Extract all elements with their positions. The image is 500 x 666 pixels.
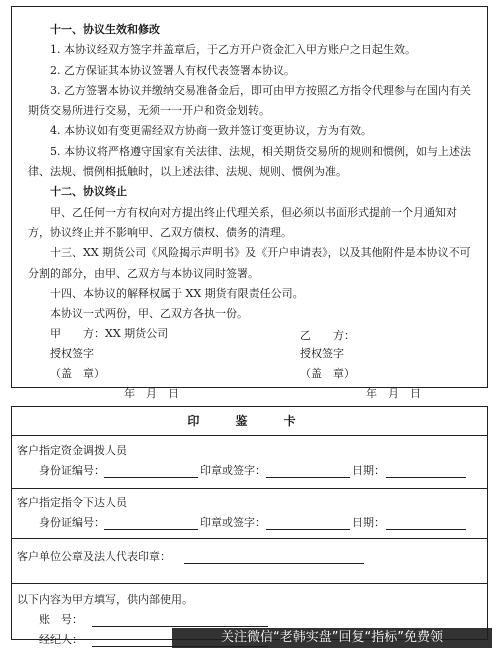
- corp-seal-section: [12, 547, 487, 584]
- section-12-title: 十二、协议终止: [50, 185, 127, 199]
- clause-11-3: 3. 乙方签署本协议并缴纳交易准备金后，即可由甲方按照乙方指令代理参与在国内有关期货交易所进行交易，无须一一开户和资金划转。: [28, 83, 471, 118]
- broker-label: 经纪人：: [39, 633, 83, 646]
- fund-person-label: 客户指定资金调拨人员: [17, 444, 127, 457]
- fund-id-label: 身份证编号：: [39, 464, 105, 477]
- clause-11-2: 2. 乙方保证其本协议签署人有权代表签署本协议。: [50, 63, 295, 77]
- party-b-date: 年 月 日: [366, 387, 421, 401]
- order-id-label: 身份证编号：: [39, 516, 105, 529]
- seal-card: [11, 406, 488, 646]
- party-a-date: 年 月 日: [124, 387, 179, 401]
- agreement-box: [11, 6, 488, 401]
- internal-note: 以下内容为甲方填写，供内部使用。: [17, 593, 193, 606]
- fund-sign-label: 印章或签字：: [200, 464, 266, 477]
- account-label: 账 号：: [39, 613, 83, 626]
- order-date-field[interactable]: [386, 516, 466, 530]
- corp-seal-field[interactable]: [184, 550, 364, 564]
- seal-card-title: 印 鉴 卡: [12, 407, 487, 436]
- corp-seal-label: 客户单位公章及法人代表印章：: [17, 550, 171, 563]
- party-b-auth-sign: 授权签字: [300, 347, 344, 361]
- section-13-text: 十三、XX 期货公司《风险揭示声明书》及《开户申请表》，以及其他附件是本协议不可分割的部分，由甲、乙双方与本协议同时签署。: [28, 246, 471, 280]
- party-b-seal: （盖 章）: [300, 367, 355, 381]
- fund-sign-field[interactable]: [266, 464, 350, 478]
- fund-date-field[interactable]: [386, 464, 466, 478]
- fund-date-label: 日期：: [352, 464, 385, 477]
- clause-11-5: 5. 本协议将严格遵守国家有关法律、法规，相关期货交易所的规则和惯例，如与上述法律、法规、惯例相抵触时，以上述法律、法规、规则、惯例为准。: [28, 144, 471, 179]
- section-14-text: 十四、本协议的解释权属于 XX 期货有限责任公司。: [50, 286, 304, 300]
- order-date-label: 日期：: [352, 516, 385, 529]
- clause-11-1: 1. 本协议经双方签字并盖章后，于乙方开户资金汇入甲方账户之日起生效。: [50, 43, 416, 57]
- fund-person-section: [12, 441, 487, 489]
- copies-note: 本协议一式两份，甲、乙双方各执一份。: [50, 307, 248, 321]
- order-person-label: 客户指定指令下达人员: [17, 496, 127, 509]
- order-sign-label: 印章或签字：: [200, 516, 266, 529]
- signature-area: [28, 324, 473, 404]
- party-a-seal: （盖 章）: [50, 367, 105, 381]
- clause-11-4: 4. 本协议如有变更需经双方协商一致并签订变更协议，方为有效。: [50, 124, 372, 138]
- watermark-banner: 关注微信“老韩实盘”回复“指标”免费领: [172, 628, 492, 648]
- party-a-label: 甲 方：XX 期货公司: [50, 327, 169, 341]
- order-sign-field[interactable]: [266, 516, 350, 530]
- section-12-text: 甲、乙任何一方有权向对方提出终止代理关系，但必须以书面形式提前一个月通知对方，协议终止并不影响甲、乙双方债权、债务的清理。: [28, 205, 457, 239]
- order-person-section: [12, 493, 487, 539]
- account-field[interactable]: [92, 613, 268, 627]
- order-id-field[interactable]: [104, 516, 198, 530]
- party-b-label: 乙 方：: [300, 329, 355, 343]
- fund-id-field[interactable]: [104, 464, 198, 478]
- section-11-title: 十一、协议生效和修改: [50, 23, 160, 36]
- party-a-auth-sign: 授权签字: [50, 347, 94, 361]
